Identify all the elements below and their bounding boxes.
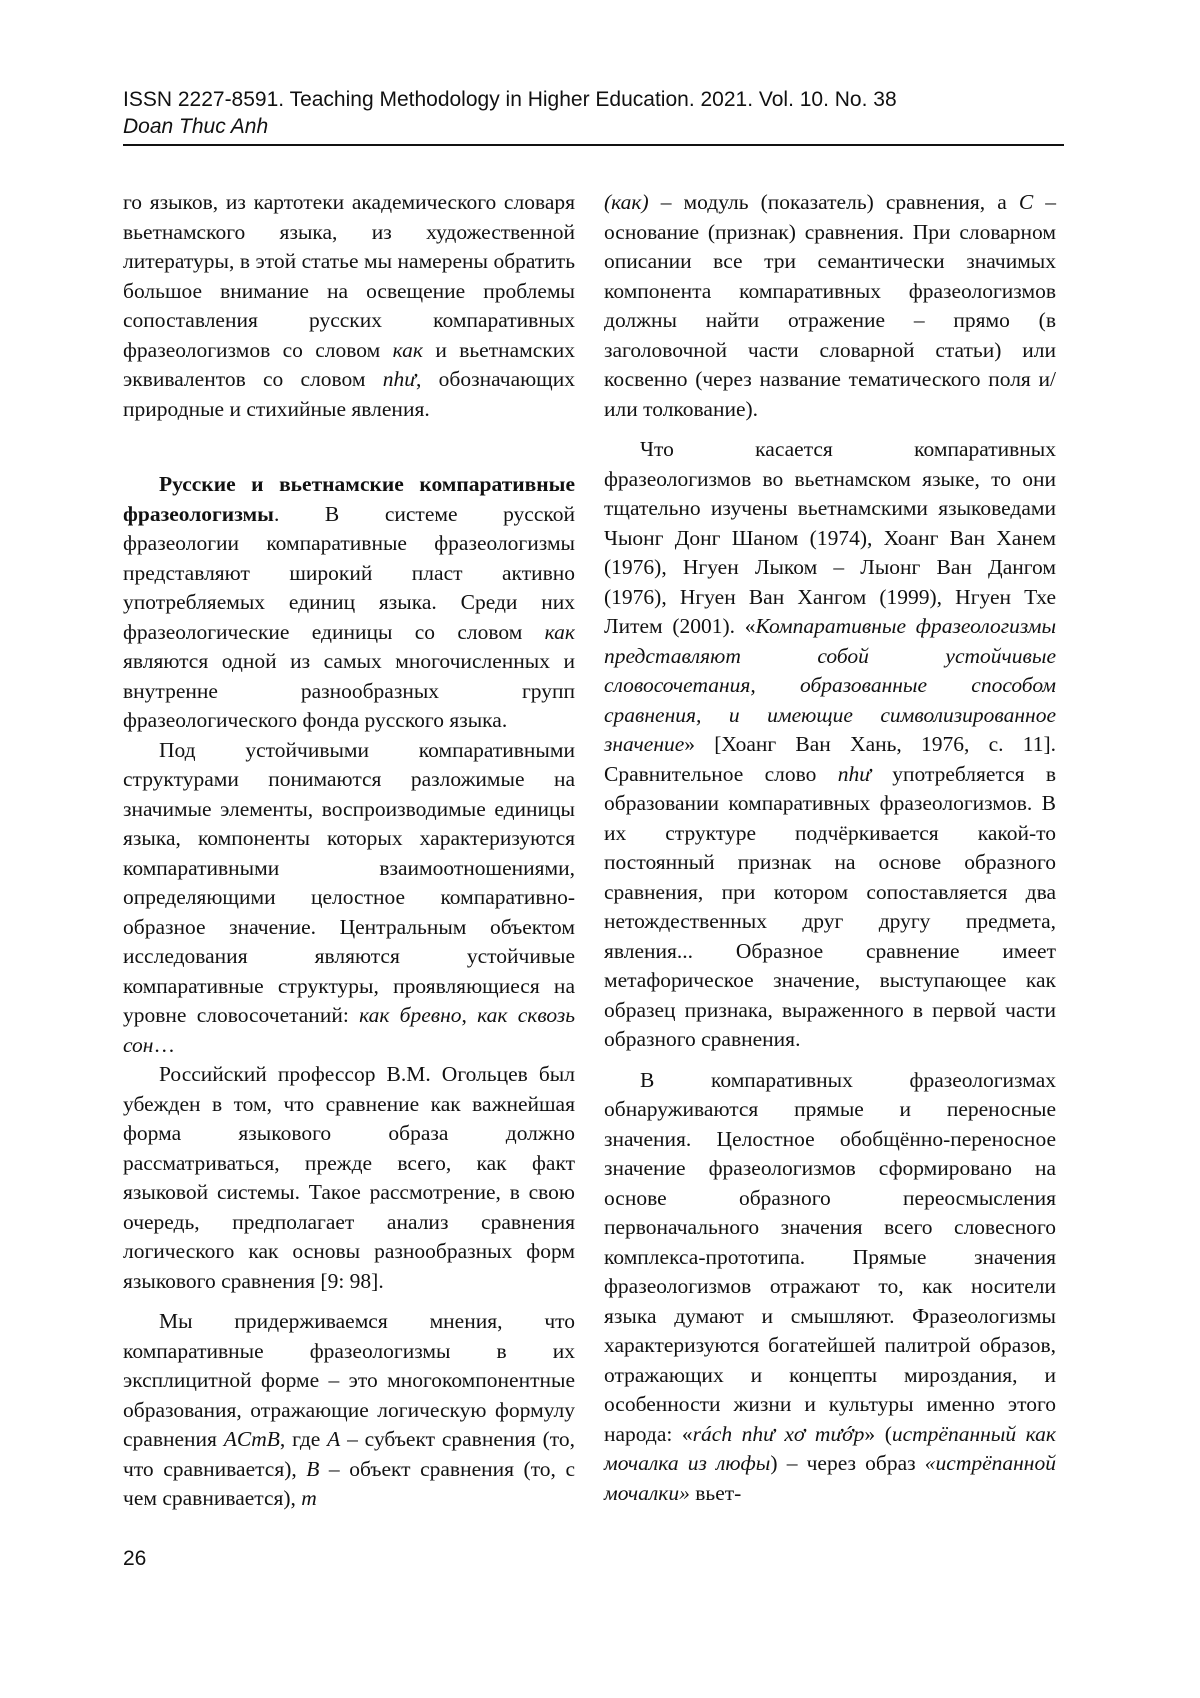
italic-term: как	[545, 620, 575, 644]
paragraph	[123, 1307, 575, 1514]
section-heading: Русские и вьетнамские компаративные фразеологизмы	[123, 472, 575, 526]
text-run: являются одной из самых многочисленных и внутренне разнообразных групп фразеологического фонда русского языка.	[123, 649, 575, 732]
paragraph	[123, 736, 575, 1061]
italic-term: как бревно	[359, 1003, 461, 1027]
text-run: вьет-	[690, 1481, 741, 1505]
paragraph	[123, 188, 575, 424]
italic-term: «истрёпанной мочалки»	[604, 1451, 1056, 1505]
italic-term: ACmB	[224, 1427, 280, 1451]
page-number: 26	[123, 1547, 146, 1571]
text-run: Мы придерживаемся мнения, что компаративные фразеологизмы в их эксплицитной форме – это многокомпонентные образования, отражающие логическую формулу сравнения	[123, 1309, 575, 1451]
paragraph	[604, 435, 1056, 1055]
text-run: го языков, из картотеки академического словаря вьетнамского языка, из художественной литературы, в этой статье мы намерены обратить большое внимание на освещение проблемы сопоставления русских компаративных фразеологизмов со словом	[123, 190, 575, 362]
italic-term: A	[327, 1427, 340, 1451]
text-run: ) – через образ	[770, 1451, 924, 1475]
text-run: , где	[280, 1427, 327, 1451]
text-run: Под устойчивыми компаративными структурами понимаются разложимые на значимые элементы, воспроизводимые единицы языка, компоненты которых характеризуются компаративными взаимоотношениями, определяющими целостное компаративно-образное значение. Центральным объектом исследования являются устойчивые компаративные структуры, проявляющиеся на уровне словосочетаний:	[123, 738, 575, 1028]
text-run: употребляется в образовании компаративных фразеологизмов. В их структуре подчёркивается какой-то постоянный признак на основе образного сравнения, при котором сопоставляется два нетождественных друг другу предмета, явления... Образное сравнение имеет метафорическое значение, выступающее как образец признака, выраженного в первой части образного сравнения.	[604, 762, 1056, 1052]
text-run: , обозначающих природные и стихийные явления.	[123, 367, 575, 421]
text-run: – основание (признак) сравнения. При словарном описании все три семантически значимых компонента компаративных фразеологизмов должны найти отражение – прямо (в заголовочной части словарной статьи) или косвенно (через название тематического поля и/или толкование).	[604, 190, 1056, 421]
italic-term: (как)	[604, 190, 649, 214]
text-run: и вьетнамских эквивалентов со словом	[123, 338, 575, 392]
italic-term: rách như xơ mướp	[693, 1422, 865, 1446]
text-run: В компаративных фразеологизмах обнаруживаются прямые и переносные значения. Целостное обобщённо-переносное значение фразеологизмов сформировано на основе образного переосмысления первоначального значения всего словесного комплекса-прототипа. Прямые значения фразеологизмов отражают то, как носители языка думают и смышляют. Фразеологизмы характеризуются богатейшей палитрой образов, отражающих и концепты мироздания, и особенности жизни и культуры именно этого народа: «	[604, 1068, 1056, 1446]
running-header	[123, 86, 1063, 140]
text-run: – модуль (показатель) сравнения, а	[649, 190, 1019, 214]
text-run: Российский профессор В.М. Огольцев был убежден в том, что сравнение как важнейшая форма языкового образа должно рассматриваться, прежде всего, как факт языковой системы. Такое рассмотрение, в свою очередь, предполагает анализ сравнения логического как основы разнообразных форм языкового сравнения [9: 98].	[123, 1062, 575, 1293]
paragraph	[123, 1060, 575, 1296]
header-rule	[123, 144, 1064, 146]
paragraph	[604, 188, 1056, 424]
text-run: – объект сравнения (то, с чем сравнивается),	[123, 1457, 575, 1511]
italic-term: как	[393, 338, 423, 362]
journal-line: ISSN 2227-8591. Teaching Methodology in Higher Education. 2021. Vol. 10. No. 38	[123, 86, 1063, 113]
author-line: Doan Thuc Anh	[123, 113, 1063, 140]
text-run: . В системе русской фразеологии компаративные фразеологизмы представляют широкий пласт активно употребляемых единиц языка. Среди них фразеологические единицы со словом	[123, 502, 575, 644]
paragraph	[604, 1066, 1056, 1509]
text-run: ,	[462, 1003, 478, 1027]
italic-term: C	[1019, 190, 1033, 214]
italic-term: истрёпанный как мочалка из люфы	[604, 1422, 1056, 1476]
italic-term: как сквозь сон	[123, 1003, 575, 1057]
paragraph	[123, 470, 575, 736]
text-run: » [Хоанг Ван Хань, 1976, с. 11]. Сравнительное слово	[604, 732, 1056, 786]
italic-term: như	[383, 367, 416, 391]
text-run: Что касается компаративных фразеологизмов во вьетнамском языке, то они тщательно изучены вьетнамскими языковедами Чыонг Донг Шаном (1974), Хоанг Ван Ханем (1976), Нгуен Лыком – Лыонг Ван Дангом (1976), Нгуен Ван Хангом (1999), Нгуен Тхе Литем (2001). «	[604, 437, 1056, 638]
left-column	[123, 188, 575, 1514]
text-run: – субъект сравнения (то, что сравнивается),	[123, 1427, 575, 1481]
italic-term: m	[301, 1486, 317, 1510]
italic-term: như	[838, 762, 871, 786]
italic-quote: Компаративные фразеологизмы представляют собой устойчивые словосочетания, образованные способом сравнения, и имеющие символизированное значение	[604, 614, 1056, 756]
right-column	[604, 188, 1056, 1508]
text-run: » (	[864, 1422, 891, 1446]
text-run: …	[153, 1033, 175, 1057]
italic-term: B	[306, 1457, 319, 1481]
